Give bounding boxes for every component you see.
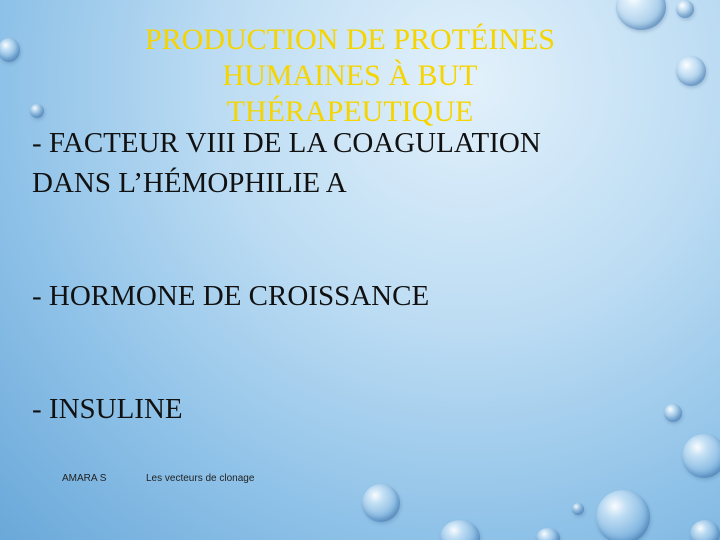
slide-title xyxy=(100,22,600,130)
water-drop xyxy=(362,484,400,522)
bullet-item-factor-viii xyxy=(32,123,682,203)
bullet-line: DANS L’HÉMOPHILIE A xyxy=(32,167,347,199)
water-drop xyxy=(682,434,720,478)
footer-author: AMARA S xyxy=(62,473,107,484)
bullet-item-insulin: - INSULINE xyxy=(32,393,183,425)
bullet-item-growth-hormone: - HORMONE DE CROISSANCE xyxy=(32,280,430,312)
title-line: PRODUCTION DE PROTÉINES xyxy=(144,23,555,56)
footer-subject: Les vecteurs de clonage xyxy=(146,473,255,484)
bullet-line: - FACTEUR VIII DE LA COAGULATION xyxy=(32,127,541,159)
water-drop xyxy=(664,404,682,422)
water-drop xyxy=(30,104,44,118)
water-drop xyxy=(572,503,584,515)
water-drop xyxy=(0,38,20,62)
water-drop xyxy=(690,520,720,540)
water-drop xyxy=(536,528,560,540)
water-drop xyxy=(676,0,694,18)
title-line: HUMAINES À BUT xyxy=(222,59,478,92)
title-line: THÉRAPEUTIQUE xyxy=(226,95,474,128)
water-drop xyxy=(616,0,666,30)
water-drop xyxy=(440,520,480,540)
water-drop xyxy=(676,56,706,86)
water-drop xyxy=(596,490,650,540)
